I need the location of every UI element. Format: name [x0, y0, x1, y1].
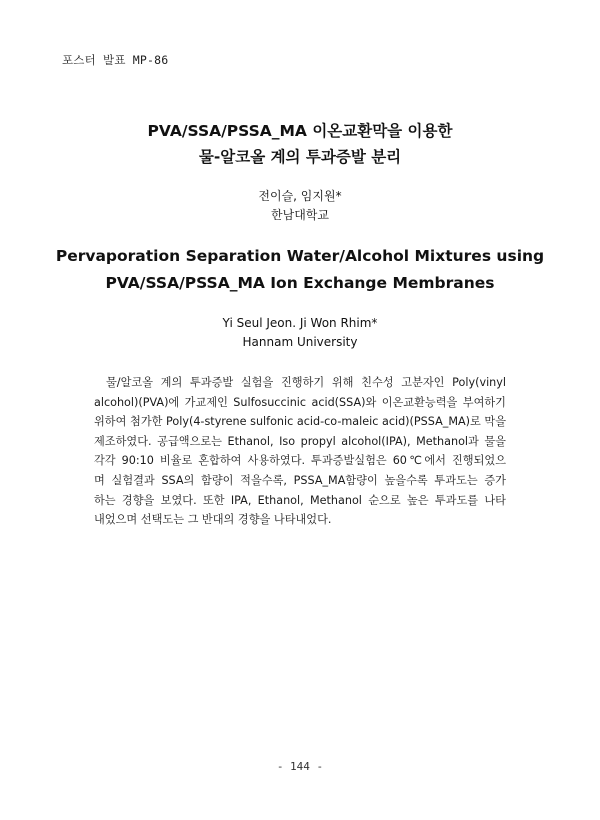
abstract-line: 며 실험결과 SSA의 함량이 적을수록, PSSA_MA함량이 높을수록 투과도는 증가	[94, 473, 506, 487]
korean-title	[0, 118, 600, 170]
english-title	[0, 243, 600, 297]
abstract-line: 제조하였다. 공급액으로는 Ethanol, Iso propyl alcohol(IPA), Methanol과 물을	[94, 434, 506, 448]
english-affiliation: Hannam University	[242, 335, 358, 349]
english-author-names: Yi Seul Jeon. Ji Won Rhim*	[222, 316, 378, 330]
english-authors-block	[0, 314, 600, 352]
english-title-line-2: PVA/SSA/PSSA_MA Ion Exchange Membranes	[105, 274, 495, 292]
abstract-line: 위하여 첨가한 Poly(4-styrene sulfonic acid-co-maleic acid)(PSSA_MA)로 막을	[94, 415, 506, 429]
page-number: - 144 -	[276, 760, 324, 773]
abstract-line: 각각 90:10 비율로 혼합하여 사용하였다. 투과증발실험은 60℃에서 진행되었으	[94, 454, 506, 468]
korean-title-line-1: PVA/SSA/PSSA_MA 이온교환막을 이용한	[147, 122, 453, 140]
abstract-body	[94, 373, 506, 530]
abstract-line: 내었으며 선택도는 그 반대의 경향을 나타내었다.	[94, 513, 332, 527]
korean-title-line-2: 물-알코올 계의 투과증발 분리	[198, 148, 402, 166]
english-title-line-1: Pervaporation Separation Water/Alcohol Mixtures using	[55, 247, 545, 265]
poster-session-label: 포스터 발표 MP-86	[62, 53, 169, 67]
abstract-line: 하는 경향을 보였다. 또한 IPA, Ethanol, Methanol 순으로 높은 투과도를 나타	[94, 493, 506, 507]
korean-authors-block	[0, 187, 600, 225]
korean-affiliation: 한남대학교	[271, 208, 329, 222]
korean-author-names: 전이슬, 임지원*	[258, 189, 342, 203]
abstract-line: 물/알코올 계의 투과증발 실험을 진행하기 위해 친수성 고분자인 Poly(vinyl	[106, 376, 506, 389]
abstract-line: alcohol)(PVA)에 가교제인 Sulfosuccinic acid(SSA)와 이온교환능력을 부여하기	[94, 395, 506, 409]
